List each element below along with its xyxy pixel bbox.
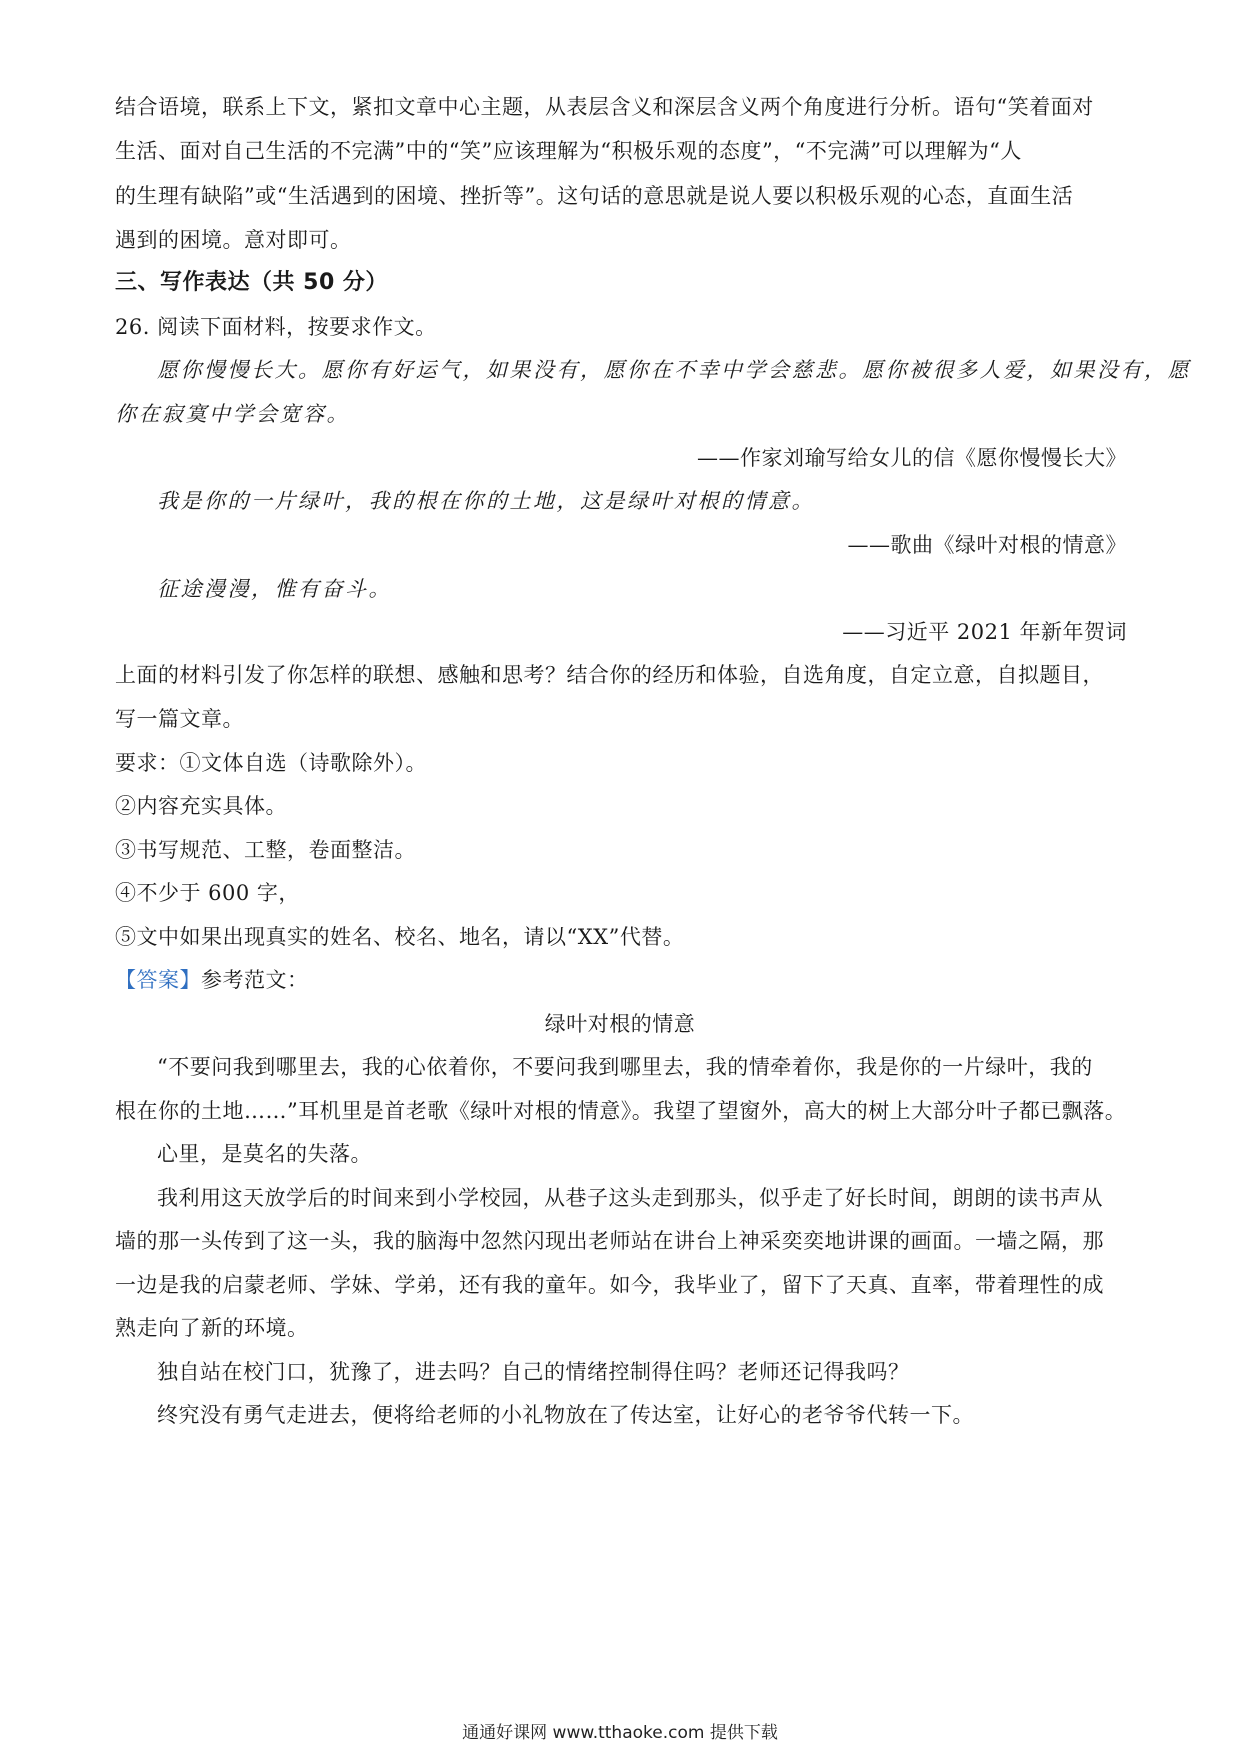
material-2: 我是你的一片绿叶，我的根在你的土地，这是绿叶对根的情意。 <box>157 489 815 513</box>
answer-header <box>115 965 1125 995</box>
requirement-2: ②内容充实具体。 <box>115 794 287 818</box>
essay-line-1: “不要问我到哪里去，我的心依着你，不要问我到哪里去，我的情牵着你，我是你的一片绿叶，我的 <box>157 1055 1093 1079</box>
requirement-3: ③书写规范、工整，卷面整洁。 <box>115 838 416 862</box>
material-1-line-1: 愿你慢慢长大。愿你有好运气，如果没有，愿你在不幸中学会慈悲。愿你被很多人爱，如果没有，愿 <box>157 358 1191 382</box>
prompt-line-1: 上面的材料引发了你怎样的联想、感触和思考？结合你的经历和体验，自选角度，自定立意，自拟题目， <box>115 663 1104 687</box>
requirement-4: ④不少于 600 字， <box>115 881 300 905</box>
analysis-line-2: 生活、面对自己生活的不完满”中的“笑”应该理解为“积极乐观的态度”，“不完满”可以理解为“人 <box>115 139 1022 163</box>
analysis-line-4: 遇到的困境。意对即可。 <box>115 228 352 252</box>
page-footer: 通通好课网 www.tthaoke.com 提供下载 <box>462 1723 778 1743</box>
question-stem: 26. 阅读下面材料，按要求作文。 <box>115 315 437 339</box>
prompt-line-2: 写一篇文章。 <box>115 707 244 731</box>
essay-line-7: 熟走向了新的环境。 <box>115 1316 309 1340</box>
essay-line-5: 墙的那一头传到了这一头，我的脑海中忽然闪现出老师站在讲台上神采奕奕地讲课的画面。一墙之隔，那 <box>115 1229 1104 1253</box>
material-1-source: ——作家刘瑜写给女儿的信《愿你慢慢长大》 <box>697 446 1127 470</box>
requirement-1: 要求：①文体自选（诗歌除外）。 <box>115 751 427 775</box>
analysis-line-1: 结合语境，联系上下文，紧扣文章中心主题，从表层含义和深层含义两个角度进行分析。语句“笑着面对 <box>115 95 1094 119</box>
answer-label: 参考范文： <box>201 968 309 992</box>
analysis-line-3: 的生理有缺陷”或“生活遇到的困境、挫折等”。这句话的意思就是说人要以积极乐观的心态，直面生活 <box>115 184 1074 208</box>
essay-line-8: 独自站在校门口，犹豫了，进去吗？自己的情绪控制得住吗？老师还记得我吗？ <box>157 1360 910 1384</box>
material-1-line-2: 你在寂寞中学会宽容。 <box>115 402 350 426</box>
essay-title: 绿叶对根的情意 <box>544 1012 696 1036</box>
answer-tag: 【答案】 <box>115 968 201 992</box>
essay-line-6: 一边是我的启蒙老师、学妹、学弟，还有我的童年。如今，我毕业了，留下了天真、直率，带着理性的成 <box>115 1273 1104 1297</box>
essay-line-2: 根在你的土地……”耳机里是首老歌《绿叶对根的情意》。我望了望窗外，高大的树上大部分叶子都已飘落。 <box>115 1099 1127 1123</box>
requirement-5: ⑤文中如果出现真实的姓名、校名、地名，请以“XX”代替。 <box>115 925 685 949</box>
material-3-source: ——习近平 2021 年新年贺词 <box>842 620 1127 644</box>
material-2-source: ——歌曲《绿叶对根的情意》 <box>847 533 1127 557</box>
section-heading: 三、写作表达（共 50 分） <box>115 270 388 295</box>
essay-line-9: 终究没有勇气走进去，便将给老师的小礼物放在了传达室，让好心的老爷爷代转一下。 <box>157 1403 974 1427</box>
essay-line-4: 我利用这天放学后的时间来到小学校园，从巷子这头走到那头，似乎走了好长时间，朗朗的读书声从 <box>157 1186 1103 1210</box>
essay-line-3: 心里，是莫名的失落。 <box>157 1142 372 1166</box>
material-3: 征途漫漫，惟有奋斗。 <box>157 577 392 601</box>
